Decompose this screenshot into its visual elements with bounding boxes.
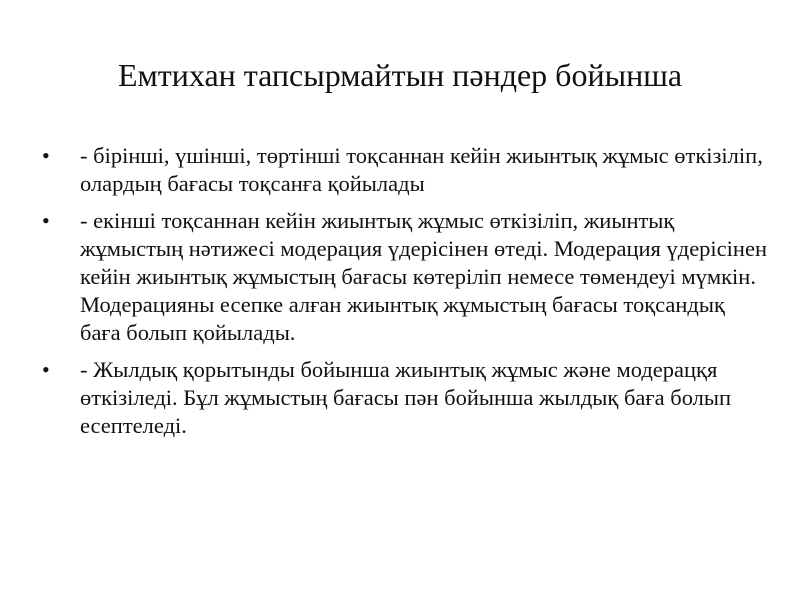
bullet-marker: • xyxy=(42,357,50,382)
bullet-marker: • xyxy=(42,143,50,168)
list-item xyxy=(40,356,770,440)
bullet-text: - бірінші, үшінші, төртінші тоқсаннан кейін жиынтық жұмыс өткізіліп, олардың бағасы тоқсанға қойылады xyxy=(80,143,763,196)
bullet-text: - Жылдық қорытынды бойынша жиынтық жұмыс және модерацқя өткізіледі. Бұл жұмыстың бағасы пән бойынша жылдық баға болып есептеледі. xyxy=(80,357,732,438)
list-item xyxy=(40,142,770,198)
list-item xyxy=(40,207,770,347)
bullet-text: - екінші тоқсаннан кейін жиынтық жұмыс өткізіліп, жиынтық жұмыстың нәтижесі модерация үдерісінен өтеді. Модерация үдерісінен кейін жиынтық жұмыстың бағасы көтеріліп немесе төмендеуі мүмкін. Модерацияны есепке алған жиынтық жұмыстың бағасы тоқсандық баға болып қойылады. xyxy=(80,208,767,345)
slide-title: Емтихан тапсырмайтын пәндер бойынша xyxy=(117,57,683,93)
bullet-list xyxy=(40,142,770,449)
bullet-marker: • xyxy=(42,208,50,233)
